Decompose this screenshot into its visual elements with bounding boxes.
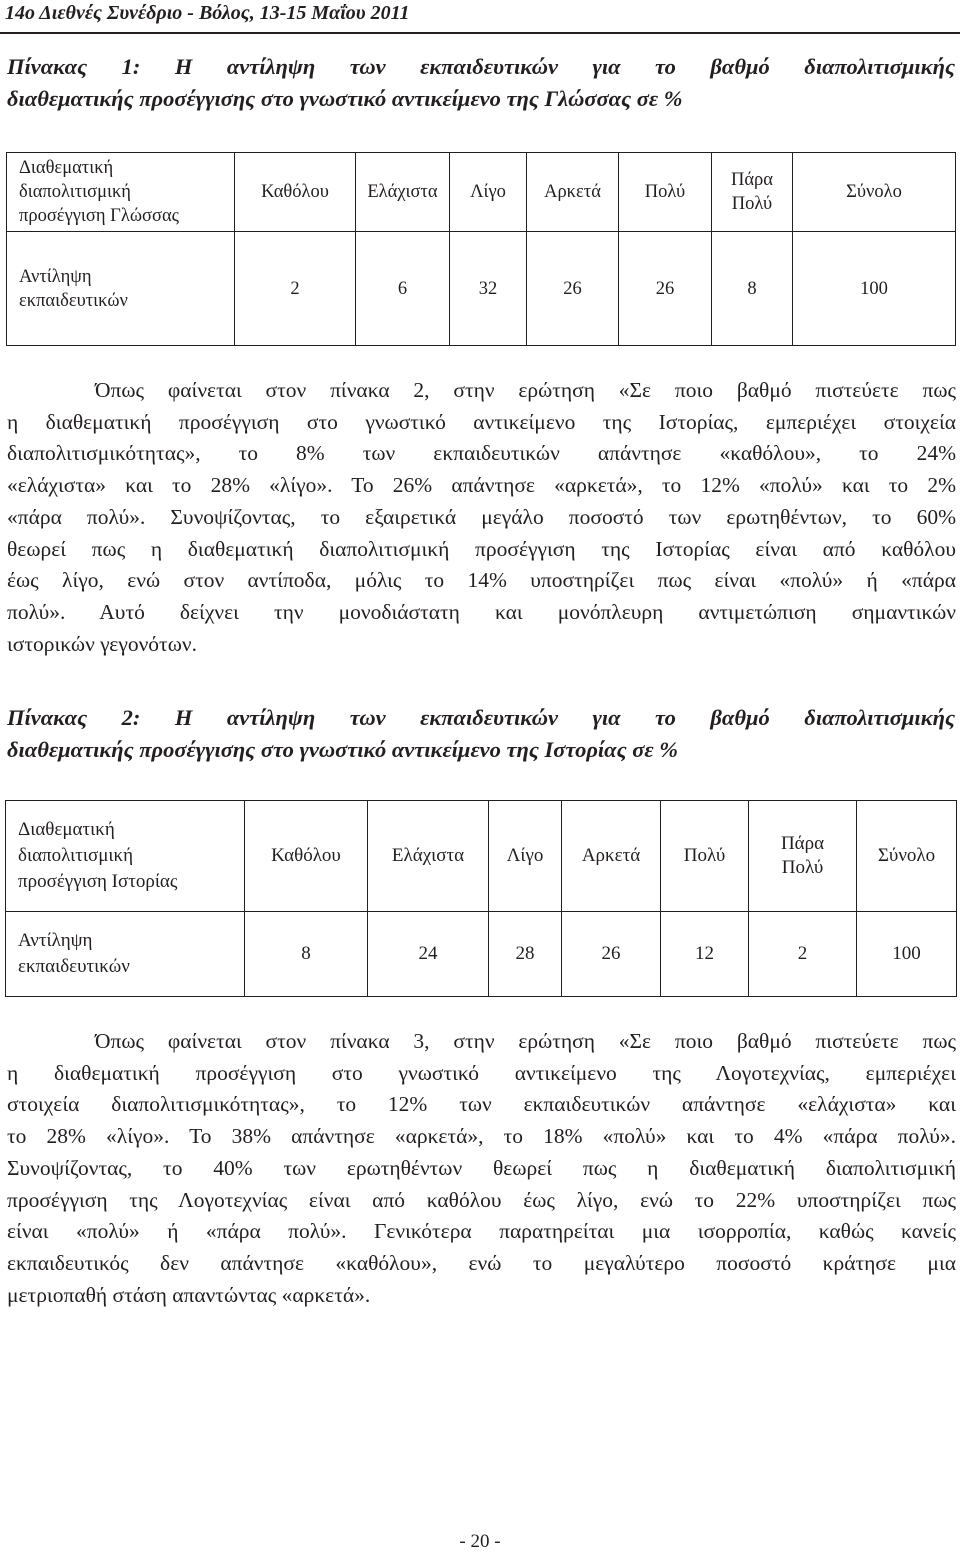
- paragraph-1-line: «ελάχιστα» και το 28% «λίγο». Το 26% απάντησε «αρκετά», το 12% «πολύ» και το 2%: [7, 473, 956, 498]
- table2-row-header-line-3: προσέγγιση Ιστορίας: [18, 871, 178, 892]
- table2-title: [7, 702, 955, 766]
- table2-col-ligo: Λίγο: [489, 801, 562, 912]
- paragraph-1-line: έως λίγο, ενώ στον αντίποδα, μόλις το 14% υποστηρίζει πως είναι «πολύ» ή «πάρα: [7, 568, 956, 593]
- table1-row-header-line-1: Διαθεματική: [19, 158, 114, 178]
- table2-cell: 2: [749, 912, 857, 997]
- table2-cell: 12: [661, 912, 749, 997]
- table1-cell: 26: [527, 232, 619, 346]
- table2-col-poly: Πολύ: [661, 801, 749, 912]
- paragraph-2-line: το 28% «λίγο». Το 38% απάντησε «αρκετά», το 18% «πολύ» και το 4% «πάρα πολύ».: [7, 1124, 956, 1149]
- running-header: 14ο Διεθνές Συνέδριο - Βόλος, 13-15 Μαΐου 2011: [5, 2, 410, 24]
- paragraph-1-line: ιστορικών γεγονότων.: [7, 631, 197, 656]
- table2-row-header-line-2: διαπολιτισμική: [18, 845, 134, 866]
- paragraph-2-line: στοιχεία διαπολιτισμικότητας», το 12% των εκπαιδευτικών απάντησε «ελάχιστα» και: [7, 1092, 956, 1117]
- table2-col-para-line-2: Πολύ: [781, 857, 824, 878]
- paragraph-1-line: Όπως φαίνεται στον πίνακα 2, στην ερώτηση «Σε ποιο βαθμό πιστεύετε πως: [95, 378, 956, 402]
- table1-col-arketa: Αρκετά: [527, 153, 619, 232]
- table1-col-para-poly: [712, 153, 793, 232]
- paragraph-2-line: είναι «πολύ» ή «πάρα πολύ». Γενικότερα παρατηρείται μια ισορροπία, καθώς κανείς: [7, 1219, 956, 1244]
- table1-row-label: [7, 232, 235, 346]
- paragraph-2-line: Όπως φαίνεται στον πίνακα 3, στην ερώτηση «Σε ποιο βαθμό πιστεύετε πως: [95, 1029, 956, 1053]
- table1-row-header-line-2: διαπολιτισμική: [19, 182, 131, 202]
- table2-col-elachista: Ελάχιστα: [368, 801, 489, 912]
- table1-col-elachista: Ελάχιστα: [356, 153, 450, 232]
- paragraph-2-line: μετριοπαθή στάση απαντώντας «αρκετά».: [7, 1282, 371, 1307]
- table2-row-label-line-1: Αντίληψη: [18, 930, 93, 951]
- table2-row-label: [6, 912, 245, 997]
- header-rule: [0, 32, 960, 34]
- table2-title-line-1: Πίνακας 2: Η αντίληψη των εκπαιδευτικών για το βαθμό διαπολιτισμικής: [7, 705, 955, 730]
- table2-data-row: [6, 912, 957, 997]
- table2-row-header-line-1: Διαθεματική: [18, 819, 115, 840]
- table2-col-arketa: Αρκετά: [562, 801, 661, 912]
- table1-row-header: [7, 153, 235, 232]
- table1-cell: 26: [619, 232, 712, 346]
- table2-cell: 100: [857, 912, 957, 997]
- table2-cell: 8: [245, 912, 368, 997]
- table1-row-label-line-1: Αντίληψη: [19, 266, 92, 287]
- table1-header-row: [7, 153, 956, 232]
- table1-col-para-line-1: Πάρα: [731, 170, 773, 190]
- table2-col-para-line-1: Πάρα: [780, 833, 825, 854]
- table1-cell: 100: [793, 232, 956, 346]
- paragraph-1-line: η διαθεματική προσέγγιση στο γνωστικό αντικείμενο της Ιστορίας, εμπεριέχει στοιχεία: [7, 409, 956, 434]
- table2-cell: 28: [489, 912, 562, 997]
- table1: [6, 152, 956, 346]
- table2-col-synolo: Σύνολο: [857, 801, 957, 912]
- table1-data-row: [7, 232, 956, 346]
- table1-col-synolo: Σύνολο: [793, 153, 956, 232]
- table2-header-row: [6, 801, 957, 912]
- paragraph-2-line: η διαθεματική προσέγγιση στο γνωστικό αντικείμενο της Λογοτεχνίας, εμπεριέχει: [7, 1060, 956, 1085]
- paragraph-2: [7, 1026, 956, 1311]
- table1-cell: 6: [356, 232, 450, 346]
- table2-cell: 26: [562, 912, 661, 997]
- paragraph-2-line: Συνοψίζοντας, το 40% των ερωτηθέντων θεωρεί πως η διαθεματική διαπολιτισμική: [7, 1155, 956, 1180]
- table1-row-header-line-3: προσέγγιση Γλώσσας: [19, 206, 179, 226]
- table2-col-para-poly: [749, 801, 857, 912]
- table1-row-label-line-2: εκπαιδευτικών: [19, 290, 128, 311]
- table1-title: [7, 51, 955, 115]
- paragraph-1: [7, 375, 956, 660]
- table2: [5, 800, 957, 997]
- paragraph-1-line: θεωρεί πως η διαθεματική διαπολιτισμική προσέγγιση της Ιστορίας είναι από καθόλου: [7, 536, 956, 561]
- table2-col-katholou: Καθόλου: [245, 801, 368, 912]
- page-number: - 20 -: [459, 1531, 501, 1552]
- table1-cell: 32: [450, 232, 527, 346]
- paragraph-2-line: προσέγγιση της Λογοτεχνίας είναι από καθόλου έως λίγο, ενώ το 22% υποστηρίζει πως: [7, 1187, 956, 1212]
- table1-cell: 2: [235, 232, 356, 346]
- paragraph-2-line: εκπαιδευτικός δεν απάντησε «καθόλου», ενώ το μεγαλύτερο ποσοστό κράτησε μια: [7, 1250, 956, 1275]
- table1-col-kathólou: Καθόλου: [235, 153, 356, 232]
- table2-cell: 24: [368, 912, 489, 997]
- table2-row-header: [6, 801, 245, 912]
- paragraph-1-line: πολύ». Αυτό δείχνει την μονοδιάστατη και μονόπλευρη αντιμετώπιση σημαντικών: [7, 599, 956, 624]
- table1-title-line-2: διαθεματικής προσέγγισης στο γνωστικό αντικείμενο της Γλώσσας σε %: [7, 86, 683, 111]
- table1-col-ligo: Λίγο: [450, 153, 527, 232]
- table1-col-para-line-2: Πολύ: [731, 194, 773, 214]
- table2-title-line-2: διαθεματικής προσέγγισης στο γνωστικό αντικείμενο της Ιστορίας σε %: [7, 737, 679, 762]
- paragraph-1-line: διαπολιτισμικότητας», το 8% των εκπαιδευτικών απάντησε «καθόλου», το 24%: [7, 441, 956, 466]
- table2-row-label-line-2: εκπαιδευτικών: [18, 956, 130, 977]
- table1-title-line-1: Πίνακας 1: Η αντίληψη των εκπαιδευτικών για το βαθμό διαπολιτισμικής: [7, 54, 955, 79]
- paragraph-1-line: «πάρα πολύ». Συνοψίζοντας, το εξαιρετικά μεγάλο ποσοστό των ερωτηθέντων, το 60%: [7, 504, 956, 529]
- table1-col-poly: Πολύ: [619, 153, 712, 232]
- table1-cell: 8: [712, 232, 793, 346]
